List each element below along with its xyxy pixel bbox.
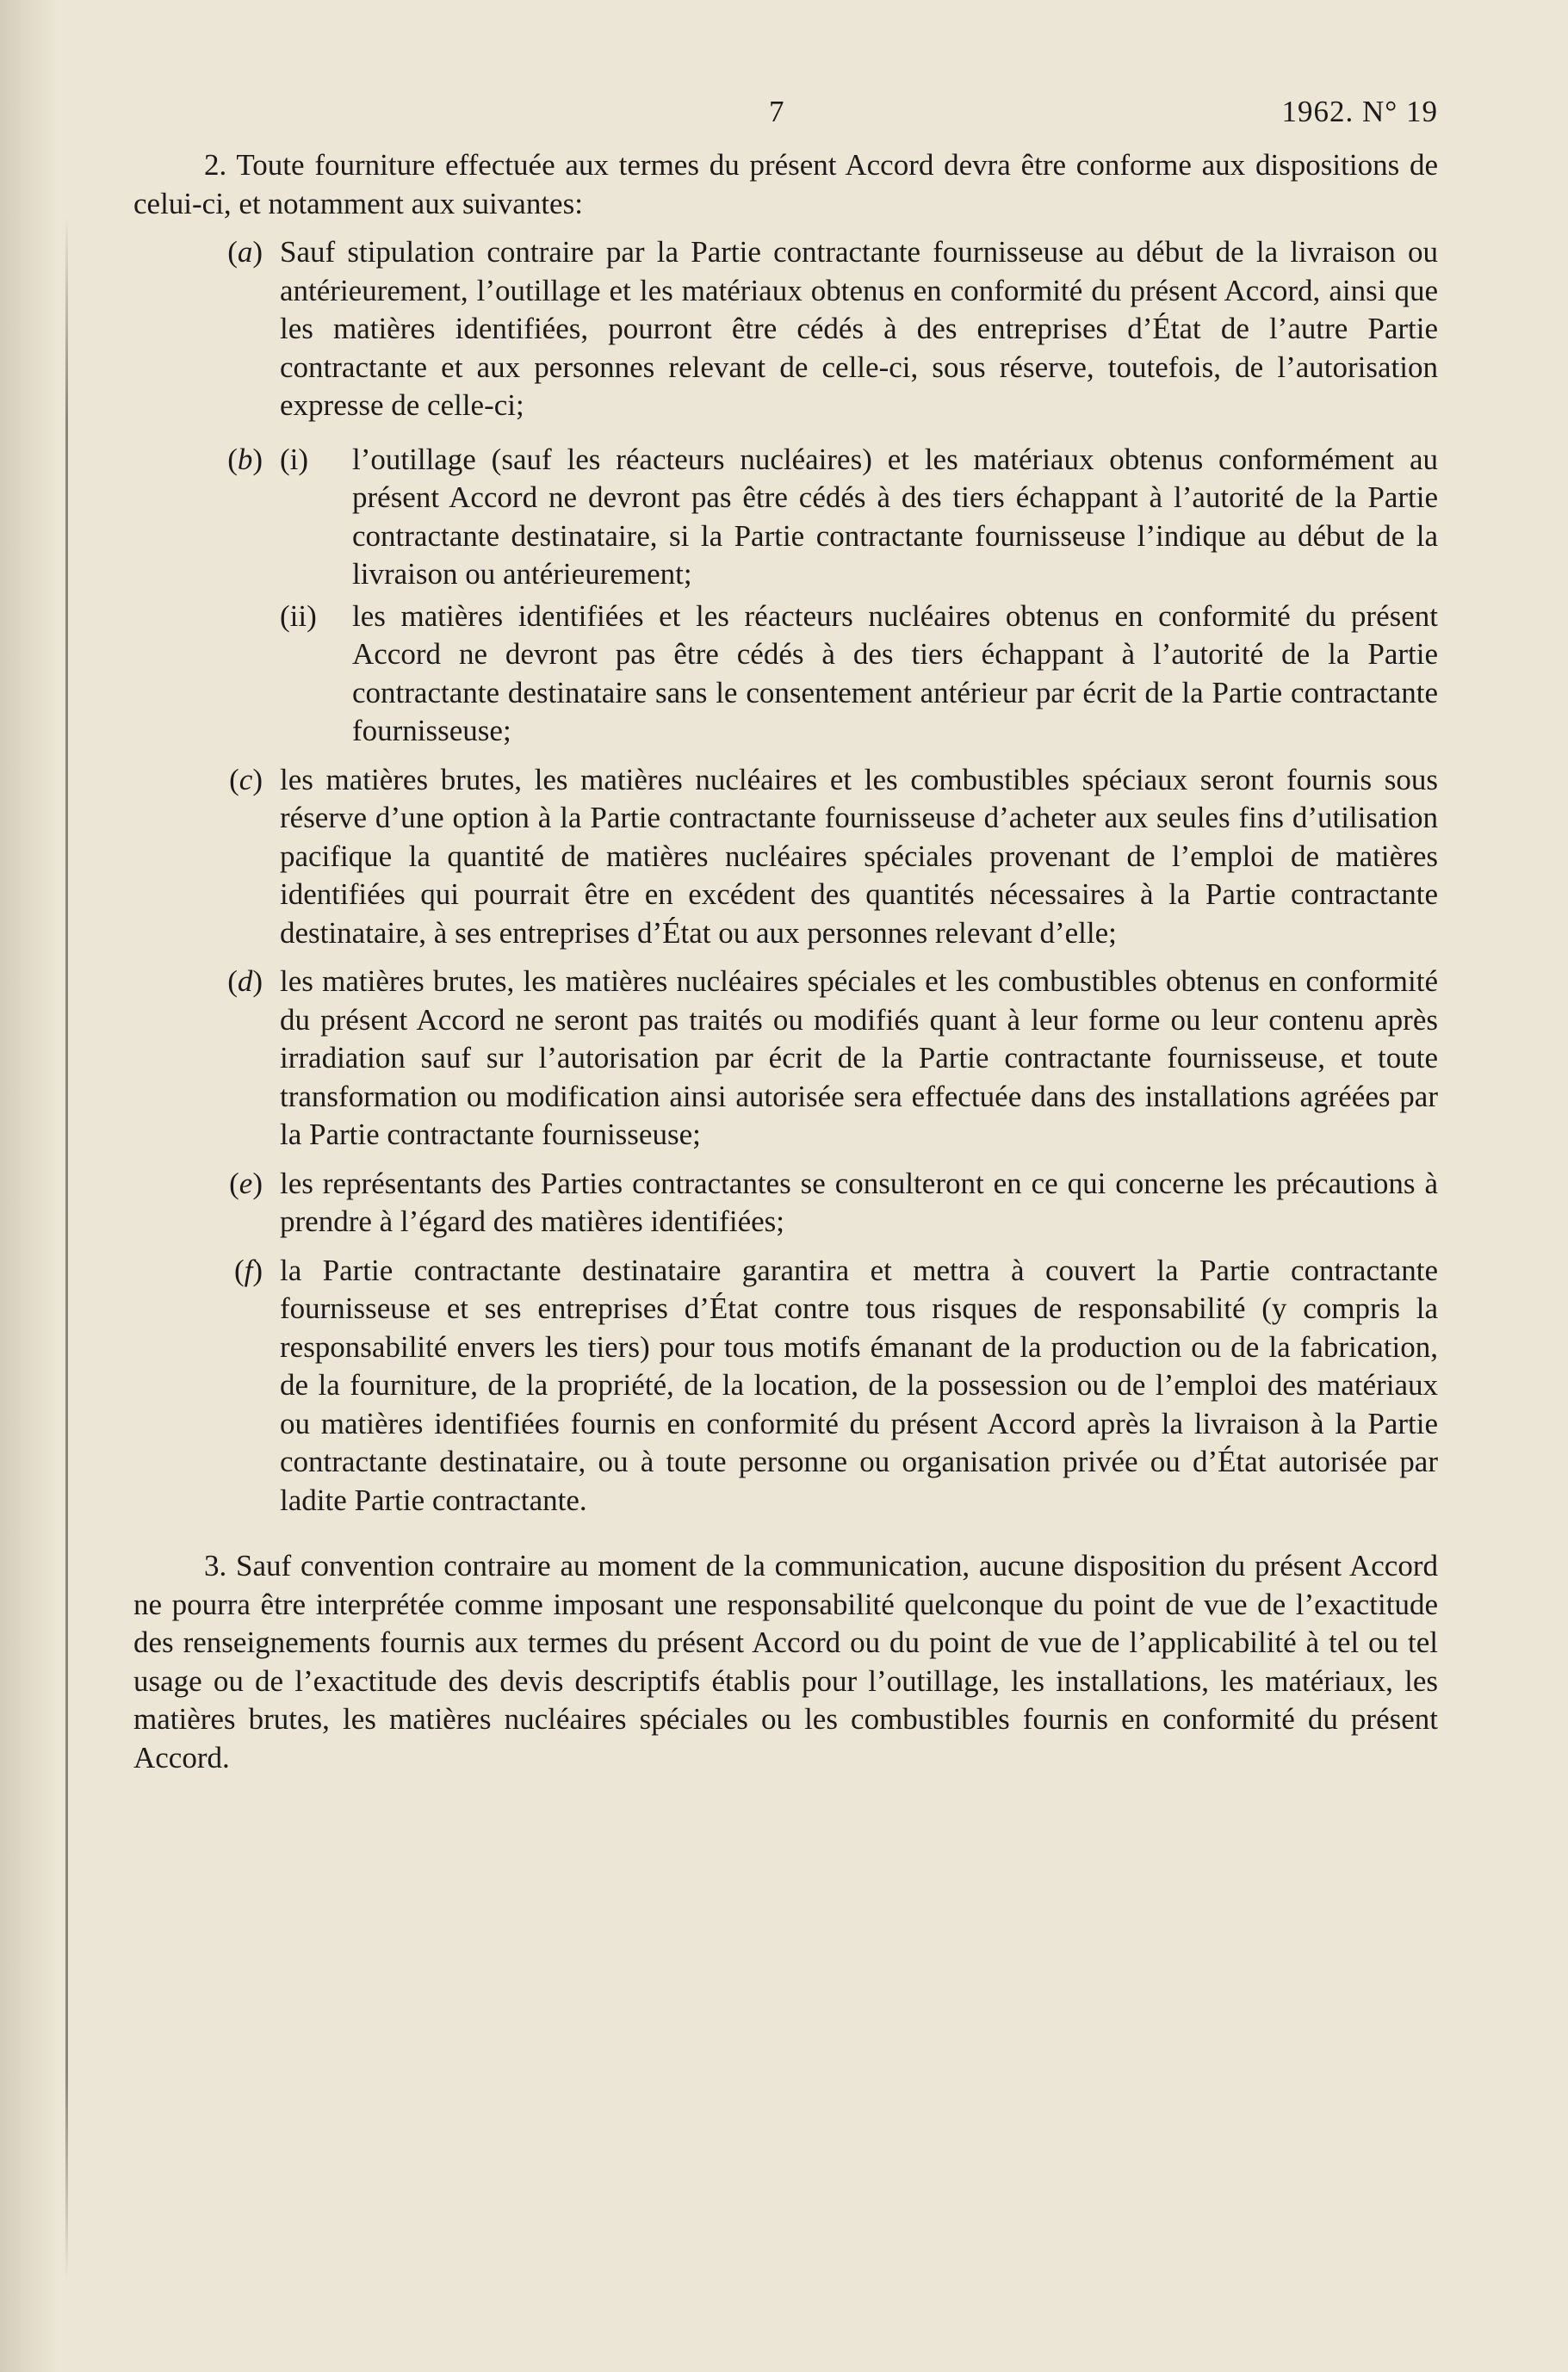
binding-edge-line xyxy=(65,215,68,2282)
sub-marker: (ii) xyxy=(280,598,317,633)
list-item-a xyxy=(133,233,1438,425)
list-marker: (e) xyxy=(229,1166,263,1200)
document-reference: 1962. N° 19 xyxy=(1281,95,1438,128)
list-item-text: Sauf stipulation contraire par la Partie contractante fournisseuse au début de la livraison ou antérieurement, l’outillage et les matériaux obtenus en conformité du présent Accord, ainsi que les matières identifiées, pourront être cédés à des entreprises d’État de l’autre Partie contractante et aux personnes relevant de celle-ci, sous réserve, toutefois, de l’autorisation expresse de celle-ci; xyxy=(280,235,1438,422)
sub-marker: (i) xyxy=(280,442,309,476)
list-item-text: les matières brutes, les matières nucléaires et les combustibles spéciaux seront fournis sous réserve d’une option à la Partie contractante fournisseuse d’acheter aux seules fins d’utilisation pacifique la quantité de matières nucléaires spéciales provenant de l’emploi de matières identifiées qui pourrait être en excédent des quantités nécessaires à la Partie contractante destinataire, à ses entreprises d’État ou aux personnes relevant d’elle; xyxy=(280,762,1438,950)
list-item-f xyxy=(133,1252,1438,1520)
sub-item-text: les matières identifiées et les réacteurs nucléaires obtenus en conformité du présent Accord ne devront pas être cédés à des tiers échappant à l’autorité de la Partie contractante destinataire sans le consentement antérieur par écrit de la Partie contractante fournisseuse; xyxy=(352,598,1438,747)
list-item-e xyxy=(133,1165,1438,1242)
list-marker: (b) xyxy=(227,442,263,476)
sub-item-text: l’outillage (sauf les réacteurs nucléaires) et les matériaux obtenus conformément au présent Accord ne devront pas être cédés à des tiers échappant à l’autorité de la Partie contractante destinataire, si la Partie contractante fournisseuse l’indique au début de la livraison ou antérieurement; xyxy=(352,442,1438,591)
list-item-b xyxy=(133,441,1438,751)
list-marker: (a) xyxy=(227,235,263,269)
paragraph-2: 2. Toute fourniture effectuée aux termes du présent Accord devra être conforme aux dispositions de celui-ci, et notamment aux suivantes: xyxy=(133,148,1438,220)
sub-item-ii xyxy=(280,598,1438,751)
document-page xyxy=(133,95,1438,1777)
list-item-c xyxy=(133,761,1438,953)
list-item-text: la Partie contractante destinataire garantira et mettra à couvert la Partie contractante fournisseuse et ses entreprises d’État contre tous risques de responsabilité (y compris la responsabilité envers les tiers) pour tous motifs émanant de la production ou de la fabrication, de la fourniture, de la propriété, de la location, de la possession ou de l’emploi des matériaux ou matières identifiées fournis en conformité du présent Accord après la livraison à la Partie contractante destinataire, ou à toute personne ou organisation privée ou d’État autorisée par ladite Partie contractante. xyxy=(280,1253,1438,1517)
paragraph-3: 3. Sauf convention contraire au moment de la communication, aucune disposition du présent Accord ne pourra être interprétée comme imposant une responsabilité quelconque du point de vue de l’exactitude des renseignements fournis aux termes du présent Accord ou du point de vue de l’applicabilité à tel ou tel usage ou de l’exactitude des devis descriptifs établis pour l’outillage, les installations, les matériaux, les matières brutes, les matières nucléaires spéciales ou les combustibles fournis en conformité du présent Accord. xyxy=(133,1549,1438,1774)
binding-edge-shadow xyxy=(0,0,60,2372)
list-marker: (f) xyxy=(233,1253,263,1287)
page-number: 7 xyxy=(769,95,784,128)
page-header xyxy=(133,95,1438,146)
list-item-text: les matières brutes, les matières nucléaires spéciales et les combustibles obtenus en conformité du présent Accord ne seront pas traités ou modifiés quant à leur forme ou leur contenu après irradiation sauf sur l’autorisation par écrit de la Partie contractante fournisseuse, et toute transformation ou modification ainsi autorisée sera effectuée dans des installations agréées par la Partie contractante fournisseuse; xyxy=(280,964,1438,1151)
list-item-text: les représentants des Parties contractantes se consulteront en ce qui concerne les précautions à prendre à l’égard des matières identifiées; xyxy=(280,1166,1438,1238)
sub-list xyxy=(280,441,1438,751)
list-marker: (c) xyxy=(229,762,263,796)
list-item-d xyxy=(133,963,1438,1155)
sub-item-i xyxy=(280,441,1438,594)
list-marker: (d) xyxy=(227,964,263,998)
